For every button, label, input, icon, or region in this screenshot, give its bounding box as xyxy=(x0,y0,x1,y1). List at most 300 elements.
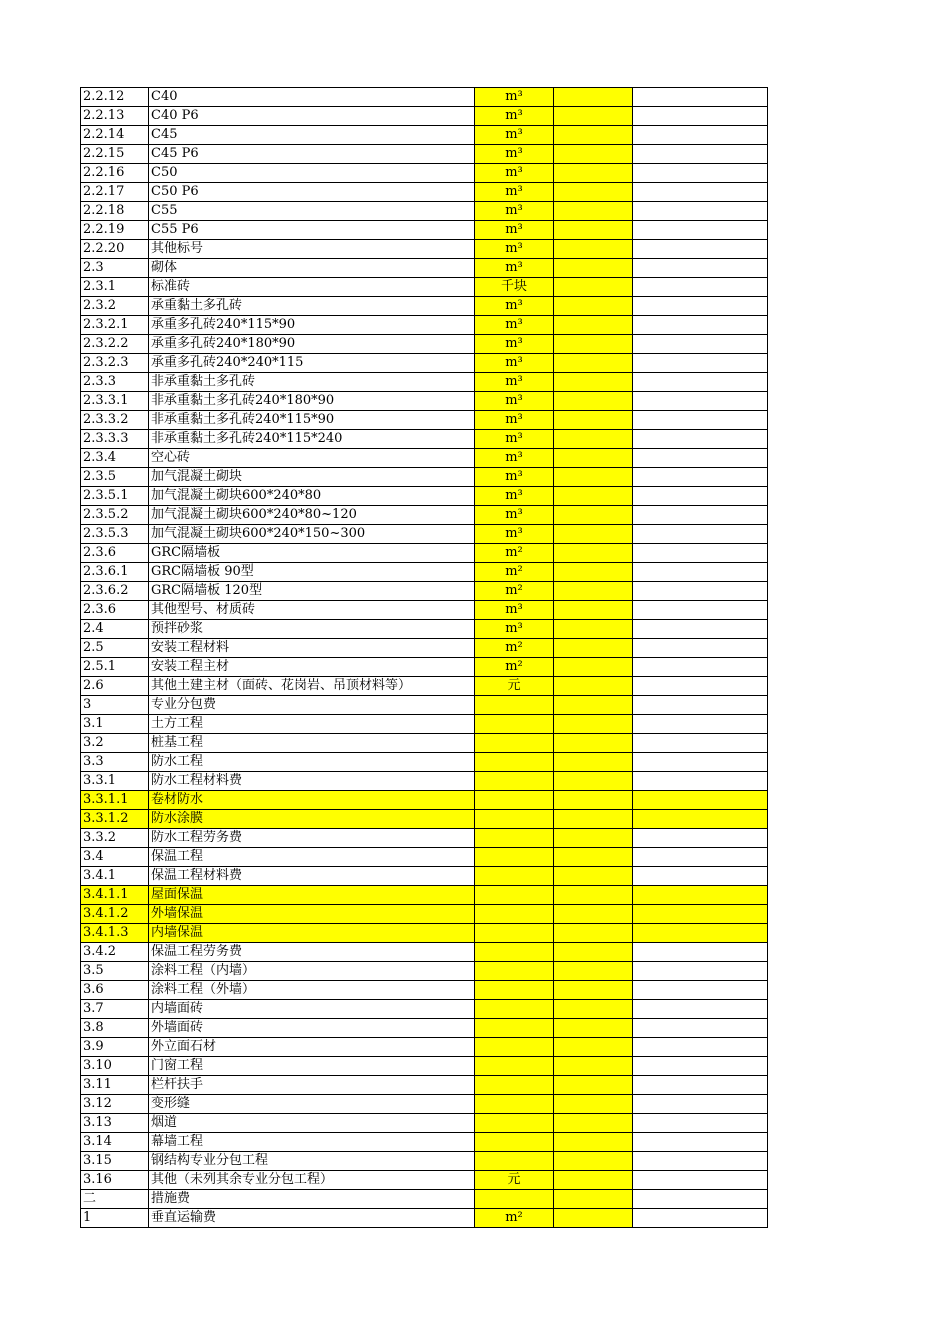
remark-cell[interactable] xyxy=(633,88,768,107)
item-name-cell[interactable]: 变形缝 xyxy=(149,1095,475,1114)
remark-cell[interactable] xyxy=(633,962,768,981)
remark-cell[interactable] xyxy=(633,411,768,430)
remark-cell[interactable] xyxy=(633,145,768,164)
unit-cell[interactable] xyxy=(475,1000,554,1019)
item-code-cell[interactable]: 2.6 xyxy=(81,677,149,696)
item-name-cell[interactable]: 保温工程 xyxy=(149,848,475,867)
item-name-cell[interactable]: 屋面保温 xyxy=(149,886,475,905)
remark-cell[interactable] xyxy=(633,468,768,487)
item-name-cell[interactable]: 加气混凝土砌块 xyxy=(149,468,475,487)
remark-cell[interactable] xyxy=(633,601,768,620)
remark-cell[interactable] xyxy=(633,297,768,316)
item-code-cell[interactable]: 3.3.1.1 xyxy=(81,791,149,810)
remark-cell[interactable] xyxy=(633,107,768,126)
item-name-cell[interactable]: C45 P6 xyxy=(149,145,475,164)
item-name-cell[interactable]: 防水工程劳务费 xyxy=(149,829,475,848)
unit-cell[interactable]: m³ xyxy=(475,411,554,430)
item-code-cell[interactable]: 2.4 xyxy=(81,620,149,639)
remark-cell[interactable] xyxy=(633,1209,768,1228)
item-code-cell[interactable]: 3.5 xyxy=(81,962,149,981)
item-name-cell[interactable]: 门窗工程 xyxy=(149,1057,475,1076)
item-code-cell[interactable]: 3.4.1.2 xyxy=(81,905,149,924)
item-code-cell[interactable]: 3.4.2 xyxy=(81,943,149,962)
item-name-cell[interactable]: 承重多孔砖240*115*90 xyxy=(149,316,475,335)
remark-cell[interactable] xyxy=(633,905,768,924)
quantity-cell[interactable] xyxy=(554,1057,633,1076)
remark-cell[interactable] xyxy=(633,373,768,392)
item-code-cell[interactable]: 2.2.14 xyxy=(81,126,149,145)
unit-cell[interactable]: m³ xyxy=(475,259,554,278)
unit-cell[interactable]: m³ xyxy=(475,202,554,221)
quantity-cell[interactable] xyxy=(554,677,633,696)
item-name-cell[interactable]: 土方工程 xyxy=(149,715,475,734)
quantity-cell[interactable] xyxy=(554,943,633,962)
unit-cell[interactable]: m³ xyxy=(475,601,554,620)
item-code-cell[interactable]: 3.4.1 xyxy=(81,867,149,886)
item-name-cell[interactable]: 外墙保温 xyxy=(149,905,475,924)
quantity-cell[interactable] xyxy=(554,259,633,278)
quantity-cell[interactable] xyxy=(554,525,633,544)
unit-cell[interactable]: m³ xyxy=(475,449,554,468)
item-name-cell[interactable]: 外墙面砖 xyxy=(149,1019,475,1038)
item-code-cell[interactable]: 2.3.2.3 xyxy=(81,354,149,373)
quantity-cell[interactable] xyxy=(554,658,633,677)
remark-cell[interactable] xyxy=(633,696,768,715)
item-code-cell[interactable]: 2.3.3.1 xyxy=(81,392,149,411)
unit-cell[interactable]: m³ xyxy=(475,468,554,487)
unit-cell[interactable]: m³ xyxy=(475,297,554,316)
unit-cell[interactable]: m³ xyxy=(475,335,554,354)
unit-cell[interactable] xyxy=(475,886,554,905)
quantity-cell[interactable] xyxy=(554,1190,633,1209)
quantity-cell[interactable] xyxy=(554,221,633,240)
item-code-cell[interactable]: 2.2.20 xyxy=(81,240,149,259)
remark-cell[interactable] xyxy=(633,1095,768,1114)
item-name-cell[interactable]: 非承重黏土多孔砖240*115*90 xyxy=(149,411,475,430)
item-name-cell[interactable]: GRC隔墙板 xyxy=(149,544,475,563)
item-name-cell[interactable]: 桩基工程 xyxy=(149,734,475,753)
remark-cell[interactable] xyxy=(633,715,768,734)
item-name-cell[interactable]: 空心砖 xyxy=(149,449,475,468)
item-code-cell[interactable]: 2.3.5.2 xyxy=(81,506,149,525)
remark-cell[interactable] xyxy=(633,810,768,829)
remark-cell[interactable] xyxy=(633,392,768,411)
remark-cell[interactable] xyxy=(633,867,768,886)
remark-cell[interactable] xyxy=(633,1114,768,1133)
quantity-cell[interactable] xyxy=(554,202,633,221)
remark-cell[interactable] xyxy=(633,753,768,772)
remark-cell[interactable] xyxy=(633,658,768,677)
remark-cell[interactable] xyxy=(633,487,768,506)
item-name-cell[interactable]: 卷材防水 xyxy=(149,791,475,810)
quantity-cell[interactable] xyxy=(554,373,633,392)
remark-cell[interactable] xyxy=(633,525,768,544)
item-code-cell[interactable]: 2.2.12 xyxy=(81,88,149,107)
remark-cell[interactable] xyxy=(633,886,768,905)
quantity-cell[interactable] xyxy=(554,848,633,867)
quantity-cell[interactable] xyxy=(554,449,633,468)
remark-cell[interactable] xyxy=(633,221,768,240)
quantity-cell[interactable] xyxy=(554,411,633,430)
quantity-cell[interactable] xyxy=(554,183,633,202)
item-code-cell[interactable]: 2.3.6.2 xyxy=(81,582,149,601)
unit-cell[interactable]: m² xyxy=(475,582,554,601)
quantity-cell[interactable] xyxy=(554,430,633,449)
unit-cell[interactable]: m² xyxy=(475,658,554,677)
quantity-cell[interactable] xyxy=(554,1038,633,1057)
item-name-cell[interactable]: C50 P6 xyxy=(149,183,475,202)
item-name-cell[interactable]: 安装工程主材 xyxy=(149,658,475,677)
unit-cell[interactable] xyxy=(475,753,554,772)
remark-cell[interactable] xyxy=(633,164,768,183)
item-name-cell[interactable]: 防水工程 xyxy=(149,753,475,772)
unit-cell[interactable]: m² xyxy=(475,563,554,582)
item-name-cell[interactable]: C50 xyxy=(149,164,475,183)
item-code-cell[interactable]: 2.3.5 xyxy=(81,468,149,487)
unit-cell[interactable]: m³ xyxy=(475,430,554,449)
item-code-cell[interactable]: 3.12 xyxy=(81,1095,149,1114)
item-code-cell[interactable]: 2.3.5.3 xyxy=(81,525,149,544)
quantity-cell[interactable] xyxy=(554,753,633,772)
item-code-cell[interactable]: 2.2.18 xyxy=(81,202,149,221)
unit-cell[interactable]: m³ xyxy=(475,487,554,506)
item-code-cell[interactable]: 3.4 xyxy=(81,848,149,867)
quantity-cell[interactable] xyxy=(554,487,633,506)
unit-cell[interactable] xyxy=(475,829,554,848)
item-code-cell[interactable]: 3.11 xyxy=(81,1076,149,1095)
unit-cell[interactable]: m² xyxy=(475,1209,554,1228)
remark-cell[interactable] xyxy=(633,677,768,696)
remark-cell[interactable] xyxy=(633,430,768,449)
item-name-cell[interactable]: 其他土建主材（面砖、花岗岩、吊顶材料等） xyxy=(149,677,475,696)
item-code-cell[interactable]: 3.16 xyxy=(81,1171,149,1190)
item-code-cell[interactable]: 2.2.17 xyxy=(81,183,149,202)
quantity-cell[interactable] xyxy=(554,639,633,658)
item-name-cell[interactable]: C55 P6 xyxy=(149,221,475,240)
item-code-cell[interactable]: 3.3 xyxy=(81,753,149,772)
item-name-cell[interactable]: 幕墙工程 xyxy=(149,1133,475,1152)
item-name-cell[interactable]: 烟道 xyxy=(149,1114,475,1133)
item-code-cell[interactable]: 2.3.3.3 xyxy=(81,430,149,449)
quantity-cell[interactable] xyxy=(554,1095,633,1114)
remark-cell[interactable] xyxy=(633,943,768,962)
item-name-cell[interactable]: 钢结构专业分包工程 xyxy=(149,1152,475,1171)
quantity-cell[interactable] xyxy=(554,1000,633,1019)
item-name-cell[interactable]: 承重黏土多孔砖 xyxy=(149,297,475,316)
quantity-cell[interactable] xyxy=(554,829,633,848)
item-name-cell[interactable]: C55 xyxy=(149,202,475,221)
quantity-cell[interactable] xyxy=(554,905,633,924)
item-name-cell[interactable]: 非承重黏土多孔砖 xyxy=(149,373,475,392)
item-name-cell[interactable]: 保温工程劳务费 xyxy=(149,943,475,962)
unit-cell[interactable] xyxy=(475,810,554,829)
remark-cell[interactable] xyxy=(633,620,768,639)
unit-cell[interactable] xyxy=(475,791,554,810)
remark-cell[interactable] xyxy=(633,1076,768,1095)
remark-cell[interactable] xyxy=(633,1190,768,1209)
unit-cell[interactable]: m³ xyxy=(475,221,554,240)
unit-cell[interactable] xyxy=(475,1133,554,1152)
unit-cell[interactable]: m³ xyxy=(475,620,554,639)
item-name-cell[interactable]: 外立面石材 xyxy=(149,1038,475,1057)
unit-cell[interactable] xyxy=(475,715,554,734)
quantity-cell[interactable] xyxy=(554,772,633,791)
item-name-cell[interactable]: C40 P6 xyxy=(149,107,475,126)
remark-cell[interactable] xyxy=(633,354,768,373)
item-code-cell[interactable]: 2.3.3.2 xyxy=(81,411,149,430)
item-name-cell[interactable]: 专业分包费 xyxy=(149,696,475,715)
item-code-cell[interactable]: 二 xyxy=(81,1190,149,1209)
quantity-cell[interactable] xyxy=(554,392,633,411)
item-name-cell[interactable]: 措施费 xyxy=(149,1190,475,1209)
item-code-cell[interactable]: 2.2.19 xyxy=(81,221,149,240)
quantity-cell[interactable] xyxy=(554,1152,633,1171)
item-name-cell[interactable]: 承重多孔砖240*240*115 xyxy=(149,354,475,373)
quantity-cell[interactable] xyxy=(554,715,633,734)
item-name-cell[interactable]: 安装工程材料 xyxy=(149,639,475,658)
item-code-cell[interactable]: 2.3.5.1 xyxy=(81,487,149,506)
item-code-cell[interactable]: 3.9 xyxy=(81,1038,149,1057)
item-name-cell[interactable]: C40 xyxy=(149,88,475,107)
unit-cell[interactable] xyxy=(475,1057,554,1076)
quantity-cell[interactable] xyxy=(554,563,633,582)
item-name-cell[interactable]: 防水工程材料费 xyxy=(149,772,475,791)
item-code-cell[interactable]: 2.3.2.2 xyxy=(81,335,149,354)
item-code-cell[interactable]: 2.5.1 xyxy=(81,658,149,677)
item-code-cell[interactable]: 1 xyxy=(81,1209,149,1228)
remark-cell[interactable] xyxy=(633,126,768,145)
item-name-cell[interactable]: 保温工程材料费 xyxy=(149,867,475,886)
item-code-cell[interactable]: 3.14 xyxy=(81,1133,149,1152)
unit-cell[interactable] xyxy=(475,1076,554,1095)
quantity-cell[interactable] xyxy=(554,316,633,335)
item-name-cell[interactable]: 垂直运输费 xyxy=(149,1209,475,1228)
item-code-cell[interactable]: 3.7 xyxy=(81,1000,149,1019)
unit-cell[interactable] xyxy=(475,1095,554,1114)
remark-cell[interactable] xyxy=(633,924,768,943)
quantity-cell[interactable] xyxy=(554,1019,633,1038)
item-name-cell[interactable]: 非承重黏土多孔砖240*180*90 xyxy=(149,392,475,411)
unit-cell[interactable]: m³ xyxy=(475,373,554,392)
item-name-cell[interactable]: 预拌砂浆 xyxy=(149,620,475,639)
quantity-cell[interactable] xyxy=(554,791,633,810)
remark-cell[interactable] xyxy=(633,335,768,354)
unit-cell[interactable]: m³ xyxy=(475,88,554,107)
remark-cell[interactable] xyxy=(633,1000,768,1019)
item-name-cell[interactable]: C45 xyxy=(149,126,475,145)
item-code-cell[interactable]: 3.8 xyxy=(81,1019,149,1038)
item-name-cell[interactable]: 内墙面砖 xyxy=(149,1000,475,1019)
quantity-cell[interactable] xyxy=(554,1171,633,1190)
unit-cell[interactable]: m³ xyxy=(475,506,554,525)
quantity-cell[interactable] xyxy=(554,582,633,601)
unit-cell[interactable] xyxy=(475,848,554,867)
quantity-cell[interactable] xyxy=(554,297,633,316)
remark-cell[interactable] xyxy=(633,1038,768,1057)
quantity-cell[interactable] xyxy=(554,506,633,525)
quantity-cell[interactable] xyxy=(554,544,633,563)
remark-cell[interactable] xyxy=(633,1057,768,1076)
unit-cell[interactable] xyxy=(475,867,554,886)
item-name-cell[interactable]: 防水涂膜 xyxy=(149,810,475,829)
item-code-cell[interactable]: 2.2.16 xyxy=(81,164,149,183)
unit-cell[interactable]: 元 xyxy=(475,677,554,696)
item-name-cell[interactable]: 加气混凝土砌块600*240*80~120 xyxy=(149,506,475,525)
remark-cell[interactable] xyxy=(633,563,768,582)
quantity-cell[interactable] xyxy=(554,107,633,126)
remark-cell[interactable] xyxy=(633,1133,768,1152)
item-name-cell[interactable]: 涂料工程（内墙） xyxy=(149,962,475,981)
quantity-cell[interactable] xyxy=(554,126,633,145)
unit-cell[interactable] xyxy=(475,734,554,753)
item-name-cell[interactable]: 涂料工程（外墙） xyxy=(149,981,475,1000)
unit-cell[interactable]: m³ xyxy=(475,183,554,202)
unit-cell[interactable] xyxy=(475,924,554,943)
remark-cell[interactable] xyxy=(633,259,768,278)
remark-cell[interactable] xyxy=(633,639,768,658)
remark-cell[interactable] xyxy=(633,449,768,468)
quantity-cell[interactable] xyxy=(554,278,633,297)
item-code-cell[interactable]: 3.4.1.3 xyxy=(81,924,149,943)
remark-cell[interactable] xyxy=(633,981,768,1000)
unit-cell[interactable]: 元 xyxy=(475,1171,554,1190)
item-code-cell[interactable]: 3.13 xyxy=(81,1114,149,1133)
item-name-cell[interactable]: 其他型号、材质砖 xyxy=(149,601,475,620)
item-name-cell[interactable]: GRC隔墙板 120型 xyxy=(149,582,475,601)
unit-cell[interactable] xyxy=(475,772,554,791)
quantity-cell[interactable] xyxy=(554,354,633,373)
unit-cell[interactable] xyxy=(475,1114,554,1133)
quantity-cell[interactable] xyxy=(554,88,633,107)
unit-cell[interactable]: 千块 xyxy=(475,278,554,297)
unit-cell[interactable]: m³ xyxy=(475,392,554,411)
remark-cell[interactable] xyxy=(633,506,768,525)
unit-cell[interactable] xyxy=(475,696,554,715)
item-name-cell[interactable]: 内墙保温 xyxy=(149,924,475,943)
item-name-cell[interactable]: 加气混凝土砌块600*240*150~300 xyxy=(149,525,475,544)
unit-cell[interactable]: m³ xyxy=(475,164,554,183)
item-code-cell[interactable]: 3.10 xyxy=(81,1057,149,1076)
item-code-cell[interactable]: 2.3.2.1 xyxy=(81,316,149,335)
remark-cell[interactable] xyxy=(633,202,768,221)
unit-cell[interactable]: m² xyxy=(475,639,554,658)
remark-cell[interactable] xyxy=(633,582,768,601)
item-name-cell[interactable]: GRC隔墙板 90型 xyxy=(149,563,475,582)
item-name-cell[interactable]: 加气混凝土砌块600*240*80 xyxy=(149,487,475,506)
item-code-cell[interactable]: 3.15 xyxy=(81,1152,149,1171)
quantity-cell[interactable] xyxy=(554,867,633,886)
item-code-cell[interactable]: 3.3.2 xyxy=(81,829,149,848)
quantity-cell[interactable] xyxy=(554,601,633,620)
item-name-cell[interactable]: 栏杆扶手 xyxy=(149,1076,475,1095)
item-code-cell[interactable]: 3.6 xyxy=(81,981,149,1000)
quantity-cell[interactable] xyxy=(554,240,633,259)
unit-cell[interactable]: m³ xyxy=(475,525,554,544)
item-name-cell[interactable]: 其他（未列其余专业分包工程） xyxy=(149,1171,475,1190)
quantity-cell[interactable] xyxy=(554,1114,633,1133)
unit-cell[interactable] xyxy=(475,962,554,981)
remark-cell[interactable] xyxy=(633,848,768,867)
unit-cell[interactable]: m³ xyxy=(475,126,554,145)
remark-cell[interactable] xyxy=(633,278,768,297)
quantity-cell[interactable] xyxy=(554,734,633,753)
item-code-cell[interactable]: 2.3.6 xyxy=(81,544,149,563)
quantity-cell[interactable] xyxy=(554,1209,633,1228)
remark-cell[interactable] xyxy=(633,791,768,810)
item-name-cell[interactable]: 标准砖 xyxy=(149,278,475,297)
item-code-cell[interactable]: 3.1 xyxy=(81,715,149,734)
quantity-cell[interactable] xyxy=(554,620,633,639)
unit-cell[interactable] xyxy=(475,905,554,924)
quantity-cell[interactable] xyxy=(554,335,633,354)
item-name-cell[interactable]: 砌体 xyxy=(149,259,475,278)
remark-cell[interactable] xyxy=(633,1171,768,1190)
item-code-cell[interactable]: 2.3.3 xyxy=(81,373,149,392)
unit-cell[interactable]: m³ xyxy=(475,316,554,335)
unit-cell[interactable]: m³ xyxy=(475,354,554,373)
unit-cell[interactable] xyxy=(475,943,554,962)
remark-cell[interactable] xyxy=(633,183,768,202)
remark-cell[interactable] xyxy=(633,1019,768,1038)
item-code-cell[interactable]: 3.3.1 xyxy=(81,772,149,791)
item-code-cell[interactable]: 2.3.6.1 xyxy=(81,563,149,582)
quantity-cell[interactable] xyxy=(554,924,633,943)
unit-cell[interactable] xyxy=(475,1019,554,1038)
item-code-cell[interactable]: 3.3.1.2 xyxy=(81,810,149,829)
unit-cell[interactable]: m³ xyxy=(475,145,554,164)
quantity-cell[interactable] xyxy=(554,810,633,829)
quantity-cell[interactable] xyxy=(554,145,633,164)
remark-cell[interactable] xyxy=(633,772,768,791)
quantity-cell[interactable] xyxy=(554,1076,633,1095)
item-code-cell[interactable]: 3.2 xyxy=(81,734,149,753)
item-name-cell[interactable]: 其他标号 xyxy=(149,240,475,259)
remark-cell[interactable] xyxy=(633,240,768,259)
quantity-cell[interactable] xyxy=(554,1133,633,1152)
item-name-cell[interactable]: 承重多孔砖240*180*90 xyxy=(149,335,475,354)
unit-cell[interactable] xyxy=(475,1152,554,1171)
quantity-cell[interactable] xyxy=(554,696,633,715)
item-code-cell[interactable]: 3.4.1.1 xyxy=(81,886,149,905)
unit-cell[interactable] xyxy=(475,1190,554,1209)
remark-cell[interactable] xyxy=(633,316,768,335)
item-code-cell[interactable]: 3 xyxy=(81,696,149,715)
quantity-cell[interactable] xyxy=(554,981,633,1000)
remark-cell[interactable] xyxy=(633,734,768,753)
item-name-cell[interactable]: 非承重黏土多孔砖240*115*240 xyxy=(149,430,475,449)
item-code-cell[interactable]: 2.3.6 xyxy=(81,601,149,620)
unit-cell[interactable] xyxy=(475,1038,554,1057)
item-code-cell[interactable]: 2.3.1 xyxy=(81,278,149,297)
item-code-cell[interactable]: 2.3.2 xyxy=(81,297,149,316)
remark-cell[interactable] xyxy=(633,544,768,563)
quantity-cell[interactable] xyxy=(554,468,633,487)
unit-cell[interactable] xyxy=(475,981,554,1000)
item-code-cell[interactable]: 2.3.4 xyxy=(81,449,149,468)
item-code-cell[interactable]: 2.2.13 xyxy=(81,107,149,126)
unit-cell[interactable]: m² xyxy=(475,544,554,563)
remark-cell[interactable] xyxy=(633,1152,768,1171)
quantity-cell[interactable] xyxy=(554,164,633,183)
item-code-cell[interactable]: 2.2.15 xyxy=(81,145,149,164)
quantity-cell[interactable] xyxy=(554,962,633,981)
unit-cell[interactable]: m³ xyxy=(475,240,554,259)
item-code-cell[interactable]: 2.5 xyxy=(81,639,149,658)
quantity-cell[interactable] xyxy=(554,886,633,905)
item-code-cell[interactable]: 2.3 xyxy=(81,259,149,278)
remark-cell[interactable] xyxy=(633,829,768,848)
unit-cell[interactable]: m³ xyxy=(475,107,554,126)
